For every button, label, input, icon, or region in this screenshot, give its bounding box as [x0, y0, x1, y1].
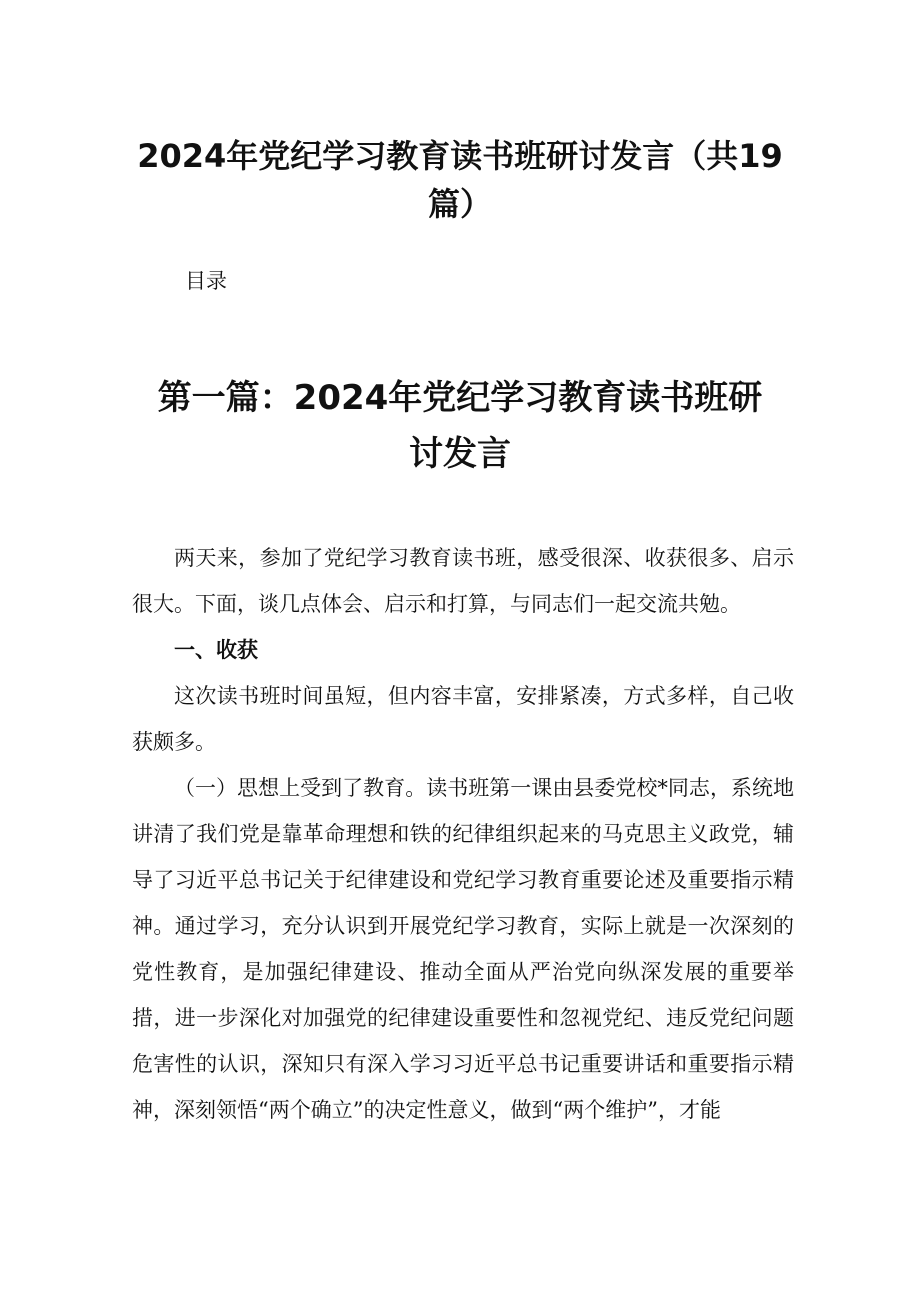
toc-label: 目录 [185, 269, 227, 293]
paragraph-point-one: （一）思想上受到了教育。读书班第一课由县委党校*同志，系统地讲清了我们党是靠革命理想和铁的纪律组织起来的马克思主义政党，辅导了习近平总书记关于纪律建设和党纪学习教育重要论述及重要指示精神。通过学习，充分认识到开展党纪学习教育，实际上就是一次深刻的党性教育，是加强纪律建设、推动全面从严治党向纵深发展的重要举措，进一步深化对加强党的纪律建设重要性和忽视党纪、违反党纪问题危害性的认识，深知只有深入学习习近平总书记重要讲话和重要指示精神，深刻领悟“两个确立”的决定性意义，做到“两个维护”，才能 [132, 776, 794, 1122]
section-heading: 一、收获 [174, 638, 258, 662]
chapter-title: 第一篇：2024年党纪学习教育读书班研讨发言 [157, 378, 763, 474]
paragraph-intro: 两天来，参加了党纪学习教育读书班，感受很深、收获很多、启示很大。下面，谈几点体会、启示和打算，与同志们一起交流共勉。 [132, 546, 794, 616]
document-title: 2024年党纪学习教育读书班研讨发言（共19篇） [137, 137, 783, 223]
body-text [132, 535, 794, 1133]
paragraph-summary: 这次读书班时间虽短，但内容丰富，安排紧凑，方式多样，自己收获颇多。 [132, 684, 794, 754]
